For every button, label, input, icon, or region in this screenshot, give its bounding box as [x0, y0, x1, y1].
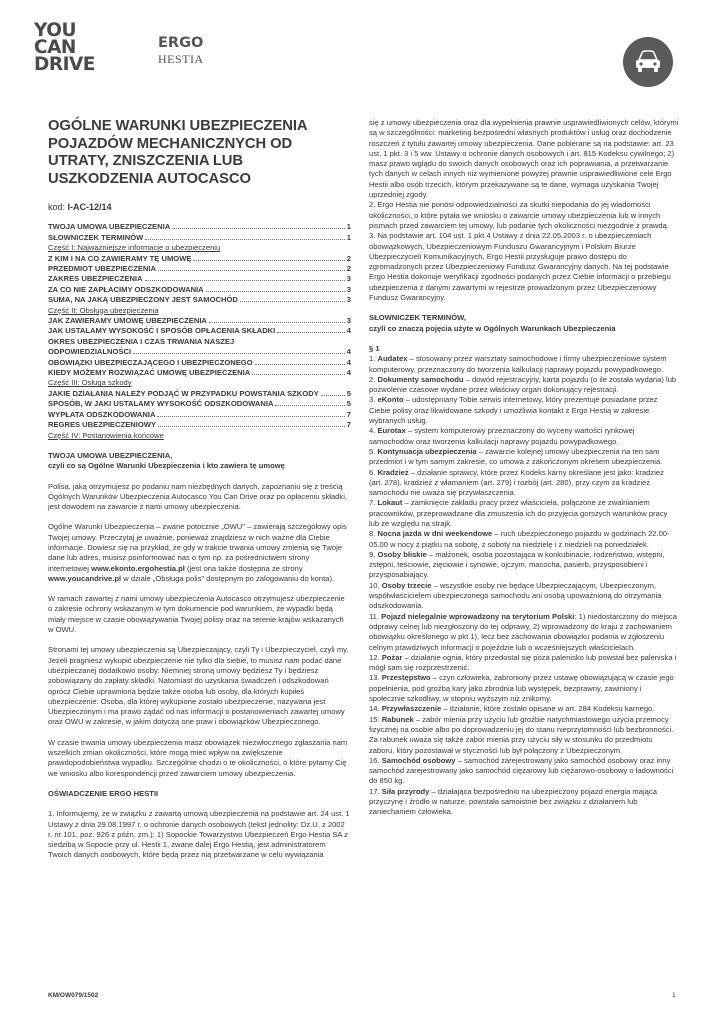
definition-number: 11. [369, 611, 379, 621]
left-column [48, 118, 351, 861]
definition-text: – czyn człowieka, zabroniony przez ustawę obowiązującą w czasie jego popełnienia, pod groźbą kary jako zbrodnia lub występek, bezprawny, zawiniony i społecznie szkodliwy, w stopniu wyższym niż znikomy. [369, 673, 674, 704]
definition-item [369, 704, 679, 714]
toc-entry[interactable] [48, 285, 351, 295]
definition-number: 4. [369, 426, 376, 436]
toc-page-number: 2 [346, 253, 351, 263]
paragraph: 3. Na podstawie art. 104 ust. 1 pkt 4 Ustawy z dnia 22.05.2003 r. o ubezpieczeniach obowiązkowych, Ubezpieczeniowym Funduszu Gwarancyjnym i Polskim Biurze Ubezpieczycieli Komunikacyjnych, Ergo Hestii przysługuje prawo dostępu do zgromadzonych przez Ubezpieczeniowy Fundusz Gwarancyjny danych. Na tej podstawie Ergo Hestia dokonuje weryfikacji zgodności podanych przez Ciebie informacji o przebiegu ubezpieczenia z danymi zawartymi w rejestrze prowadzonym przez Ubezpieczeniowy Fundusz Gwarancyjny. [369, 231, 671, 303]
definition-term: Osoby bliskie [377, 549, 427, 559]
toc-entry[interactable] [48, 358, 351, 368]
toc-entry-title: SUMA, NA JAKĄ UBEZPIECZONY JEST SAMOCHÓD [48, 295, 238, 305]
toc-page-number: 3 [346, 284, 351, 294]
toc-entry-title: KIEDY MOŻEMY ROZWIĄZAĆ UMOWĘ UBEZPIECZENIA [48, 368, 251, 378]
toc-entry[interactable] [48, 274, 351, 284]
toc-part-heading[interactable]: Część IV: Postanowienia końcowe [48, 430, 164, 440]
toc-page-number: 1 [346, 222, 351, 232]
toc-leader-dots [157, 415, 344, 417]
definition-term: Przywłaszczenie [381, 704, 442, 714]
definition-term: Nocna jazda w dni weekendowe [377, 529, 493, 539]
definition-number: 5. [369, 446, 376, 456]
definition-text: – zawarcie kolejnej umowy ubezpieczenia na ten sam przedmiot i w tym samym zakresie, co umowa z zakończonym okresem ubezpieczenia. [369, 446, 663, 467]
toc-page-number: 2 [346, 264, 351, 273]
paragraph: 2. Ergo Hestia nie ponosi odpowiedzialności za skutki niepodania do jej wiadomości okoliczności, o które pytała we wniosku o zawarcie umowy ubezpieczenia lub w innych pismach przed zawarciem tej umowy, lub podanie tych okoliczności niezgodnie z prawdą. [369, 200, 669, 230]
youcandrive-link[interactable]: www.youcandrive.pl [48, 573, 122, 583]
definition-term: Przestępstwo [381, 673, 431, 683]
definition-item [369, 787, 679, 818]
toc-entry[interactable] [48, 326, 351, 336]
definition-text: – udostępniany Tobie serwis internetowy, który prezentuje posiadane przez Ciebie polisy oraz likwidowane szkody i umożliwia kontakt z Ergo Hestią w zakresie wybranych usług. [369, 395, 658, 426]
definition-number: 6. [369, 467, 376, 477]
page-number: 1 [672, 992, 676, 999]
toc-entry[interactable] [48, 233, 351, 243]
definition-term: Audatex [377, 354, 408, 364]
toc-page-number: 3 [346, 274, 351, 284]
paragraph: W czasie trwania umowy ubezpieczenia masz obowiązek niezwłocznego zgłaszania nam wszelkich zmian okoliczności, które mogą mieć wpływ na zwiększenie prawdopodobieństwa wypadku. Szczególnie chodzi o te okoliczności, o które pytamy Cię we wniosku albo korespondencji przed zawarciem umowy ubezpieczenia. [48, 737, 348, 778]
toc-leader-dots [275, 404, 344, 406]
toc-entry-title: WYPŁATA ODSZKODOWANIA [48, 409, 156, 419]
toc-leader-dots [209, 321, 345, 323]
toc-leader-dots [193, 259, 344, 261]
car-icon [623, 37, 673, 87]
toc-entry-title: JAKIE DZIAŁANIA NALEŻY PODJĄĆ W PRZYPADKU POWSTANIA SZKODY [48, 388, 319, 398]
definition-text: – dowód rejestracyjny, karta pojazdu (o ile została wydana) lub pozwolenie czasowe wydane przez właściwy organ dokonujący rejestracji. [369, 374, 677, 395]
definition-term: Siła przyrody [381, 786, 430, 796]
definition-text: – ruch ubezpieczonego pojazdu w godzinach 22.00-05.00 w nocy z piątku na sobotę, z soboty na niedzielę i z niedzieli na poniedziałek. [369, 529, 670, 549]
toc-page-number: 1 [346, 232, 351, 242]
definition-item [369, 581, 679, 612]
definition-number: 3. [369, 395, 376, 405]
toc-entry-title: PRZEDMIOT UBEZPIECZENIA [48, 264, 157, 273]
you-can-drive-wordmark: YOU CAN DRIVE [34, 20, 95, 75]
definition-text: – system komputerowy przeznaczony do wyceny wartości rynkowej samochodów oraz tworzenia kalkulacji naprawy pojazdu powypadkowego. [369, 426, 635, 446]
toc-entry[interactable] [48, 410, 351, 420]
paragraph: 1. Informujemy, że w związku z zawartą umową ubezpieczenia na podstawie art. 24 ust. 1 Ustawy z dnia 29.08.1997 r. o ochronie danych osobowych (tekst jednolity: Dz.U. z 2002 r. nr 101, poz. 926 z późn. zm.): 1) Sopockie Towarzystwo Ubezpieczeń Ergo Hestia SA z siedzibą w Sopocie przy ul. Hestii 1, zwane dalej Ergo Hestią, jest administratorem Twoich danych osobowych, które będą przez nią przetwarzane w celu wywiązania [48, 809, 350, 860]
definition-number: 9. [369, 549, 376, 559]
toc-page-number: 7 [346, 409, 351, 419]
definition-text: – działająca bezpośrednio na ubezpieczony pojazd energia mająca przyczynę i źródło w naturze, powstała samoistnie bez związku z działaniem lub zaniechaniem człowieka. [369, 786, 657, 817]
toc-leader-dots [145, 279, 345, 281]
you-can-drive-logo [34, 22, 234, 84]
definition-item [369, 550, 679, 581]
toc-entry-title: OBOWIĄZKI UBEZPIECZAJĄCEGO I UBEZPIECZONEGO [48, 357, 253, 367]
toc-leader-dots [133, 352, 345, 354]
toc-entry[interactable] [48, 420, 351, 430]
toc-part-heading[interactable]: Część II: Obsługa ubezpieczenia [48, 305, 159, 315]
definition-term: Pożar [381, 652, 403, 662]
toc-page-number: 4 [346, 357, 351, 367]
definition-number: 12. [369, 652, 380, 662]
ergo-brand: ERGO [158, 35, 204, 51]
toc-leader-dots [277, 331, 344, 333]
paragraph-number: § 1 [369, 343, 380, 353]
toc-entry-title: JAK ZAWIERAMY UMOWĘ UBEZPIECZENIA [48, 316, 207, 326]
definition-term: Dokumenty samochodu [377, 374, 464, 384]
definition-term: Lokaut [377, 498, 403, 508]
toc-page-number: 4 [346, 326, 351, 336]
definition-number: 1. [369, 354, 376, 364]
definition-text: – działanie, które zostało opisane w art. 284 Kodeksu karnego. [441, 704, 655, 714]
toc-leader-dots [172, 227, 345, 229]
definition-text: – działanie sprawcy, które przez Kodeks karny określane jest jako: kradzież (art. 278), kradzież z włamaniem (art. 279) i rozbój (art. 280), przy czym za kradzież samochodu nie uważa się przywłaszczenia. [369, 467, 664, 498]
definition-text: – wszystkie osoby nie będące Ubezpieczającym, Ubezpieczonym, współwłaścicielem ubezpieczonego samochodu ani osobą upoważnioną do otrzymania odszkodowania. [369, 580, 662, 611]
document-code: kod: I-AC-12/14 [48, 202, 112, 213]
right-column [369, 118, 679, 818]
toc-entry[interactable] [48, 222, 351, 232]
definition-term: Eurotax [377, 426, 406, 436]
definition-text: – małżonek, osoba pozostająca w konkubinacie, rodzeństwo, wstępni, zstępni, teściowie, zięciowie i synowie, ojczym, macocha, pasierb, przysposobieni i przysposabiający. [369, 549, 665, 580]
toc-entry[interactable]: OKRES UBEZPIECZENIA I CZAS TRWANIA NASZEJ [48, 336, 235, 346]
toc-page-number: 5 [346, 399, 351, 409]
toc-entry[interactable] [48, 399, 351, 409]
table-of-contents [48, 222, 351, 441]
definition-number: 7. [369, 498, 376, 508]
toc-entry-title: TWOJA UMOWA UBEZPIECZENIA [48, 222, 171, 232]
definition-item [369, 715, 679, 756]
definition-term: Kradzież [377, 467, 409, 477]
toc-page-number: 7 [346, 420, 351, 430]
ekonto-link[interactable]: www.ekonto.ergohestia.pl [91, 563, 185, 573]
definition-term: Rabunek [381, 714, 414, 724]
paragraph: W ramach zawartej z nami umowy ubezpieczenia Autocasco otrzymujesz ubezpieczenie o zakresie ochrony wskazanym w tym dokumencie pod warunkiem, że wypadki będą miały miejsce w czasie obowiązywania Twojej polisy oraz na terenie krajów wskazanych w OWU. [48, 594, 345, 635]
hestia-brand: HESTIA [158, 52, 204, 66]
paragraph: Ogólne Warunki Ubezpieczenia – zwane potocznie „OWU" – zawierają szczegółowy opis Twojej umowy. Przeczytaj je uważnie, ponieważ znajdziesz w nich ważne dla Ciebie informacje. Dowiesz się na przykład, że gdy w trakcie trwania umowy zmienią się Twoje dane lub adres, musisz poinformować nas o tym np. za pośrednictwem strony internetowej www.ekonto.ergohestia.pl (jest ona także dostępna ze strony www.youcandrive.pl w dziale „Obsługa polis" dostępnym po zalogowaniu do konta). [48, 522, 347, 583]
definition-item [369, 468, 679, 499]
definition-text: : 1) niedostarczony do miejsca odprawy celnej lub niezgłoszony do tej odprawy, 2) wprowadzony do kraju z zachowaniem obowiązku określonego w pkt 1), lecz bez zachowania obowiązku podania w zgłoszeniu celnym prawdziwych informacji o pojeździe lub o wcześniejszych właścicielach. [369, 611, 677, 652]
paragraph: Stronami tej umowy ubezpieczenia są Ubezpieczający, czyli Ty i Ubezpieczyciel, czyli my. Jeżeli pragniesz wykupić ubezpieczenie nie tylko dla siebie, to musisz nam podać dane ubezpieczanej dodatkowo osoby. Niemniej stroną umowy będziesz Ty i będziesz zobowiązany do zapłaty składki. Natomiast do uzyskania świadczeń i odszkodowań oprócz Ciebie uprawniona będzie także osoba lub osoby, dla których kupiłeś ubezpieczenie. Osoba, dla której wykupione zostało ubezpieczenie, nazywana jest Ubezpieczonym i ma prawo żądać od nas informacji o postanowieniach zawartej umowy oraz OWU w zakresie, w jakim dotyczą one praw i obowiązków Ubezpieczonego. [48, 645, 349, 727]
section-heading: OŚWIADCZENIE ERGO HESTII [48, 788, 159, 798]
toc-entry-title: Z KIM I NA CO ZAWIERAMY TĘ UMOWĘ [48, 253, 192, 263]
definition-number: 10. [369, 580, 380, 590]
definition-term: Pojazd nielegalnie wprowadzony na terytorium Polski [381, 611, 575, 621]
definition-text: – zamknięcie zakładu pracy przez właściciela, połączone ze zwalnianiem pracowników, przeprowadzane dla zmuszenia ich do przyjęcia gorszych warunków pracy lub ze względu na strajk. [369, 498, 668, 528]
toc-entry-title: ZAKRES UBEZPIECZENIA [48, 274, 143, 284]
definition-term: Samochód osobowy [381, 755, 456, 765]
definition-number: 2. [369, 374, 376, 384]
toc-leader-dots [240, 300, 345, 302]
toc-entry-title: ODPOWIEDZIALNOŚCI [48, 347, 132, 357]
definition-item [369, 653, 679, 674]
section-heading: TWOJA UMOWA UBEZPIECZENIA, [48, 450, 173, 460]
toc-part-heading[interactable]: Część I: Najważniejsze informacje o ubezpieczeniu [48, 243, 221, 253]
toc-entry-title: REGRES UBEZPIECZENIOWY [48, 420, 157, 430]
toc-entry[interactable] [48, 389, 351, 399]
section-subheading: czyli co są Ogólne Warunki Ubezpieczenia i kto zawiera tę umowę [48, 461, 285, 471]
definition-item [369, 673, 679, 704]
definition-text: – stosowany przez warsztaty samochodowe i firmy ubezpieczeniowe system komputerowy, przeznaczony do tworzenia kalkulacji naprawy pojazdu powypadkowego. [369, 354, 667, 374]
toc-leader-dots [206, 290, 345, 292]
toc-entry-title: SPOSÓB, W JAKI USTALAMY WYSOKOŚĆ ODSZKODOWANIA [48, 399, 274, 409]
section-heading: SŁOWNICZEK TERMINÓW, [369, 313, 467, 323]
definition-text: – zabór mienia przy użyciu lub groźbie natychmiastowego użycia przemocy fizycznej na osobie albo po doprowadzeniu jej do stanu nieprzytomności lub bezbronności. Za rabunek uważa się także zabór mienia przy użyciu siły w stosunku do przedmiotu zaboru, który pozostawał w styczności lub był połączony z Ubezpieczonym. [369, 714, 674, 755]
toc-page-number: 3 [346, 295, 351, 305]
definition-text: – działanie ognia, który przedostał się poza palenisko lub powstał bez paleniska i mógł sam się rozprzestrzenić. [369, 652, 677, 673]
toc-entry[interactable] [48, 254, 351, 264]
toc-page-number: 4 [346, 347, 351, 357]
definitions-list [369, 354, 679, 817]
toc-leader-dots [321, 394, 345, 396]
definition-item [369, 426, 679, 447]
definition-item [369, 354, 679, 375]
definition-item [369, 529, 679, 550]
toc-entry[interactable] [48, 316, 351, 326]
paragraph: się z umowy ubezpieczenia oraz dla wypełnienia prawnie usprawiedliwionych celów, którymi są w szczególności: marketing bezpośredni własnych produktów i usług oraz dochodzenie roszczeń z tytułu zawartej umowy ubezpieczenia. Dane pobierane są na podstawie: art. 23 ust. 1 pkt. 3 i 5 ww. Ustawy o ochronie danych osobowych i art. 815 Kodeksu cywilnego; 2) masz prawo wglądu do swoich danych osobowych oraz ich poprawiania, a przetwarzanie tych danych w celach innych niż wymienione powyżej prawnie usprawiedliwione cele Ergo Hestii albo osób trzecich, którym przekazywane są te dane, wymaga uzyskania Twojej uprzedniej zgody. [369, 118, 679, 200]
toc-entry[interactable] [48, 368, 351, 378]
definition-item [369, 756, 679, 787]
definition-number: 8. [369, 529, 376, 539]
toc-leader-dots [252, 373, 345, 375]
definition-number: 17. [369, 786, 380, 796]
definition-item [369, 375, 679, 396]
definition-text: – samochód zarejestrowany jako samochód osobowy oraz inny samochód zarejestrowany jako samochód ciężarowy lub ciężarowo-osobowy o ładowności do 850 kg. [369, 755, 674, 786]
definition-number: 15. [369, 714, 380, 724]
toc-leader-dots [158, 269, 345, 271]
toc-leader-dots [158, 425, 345, 427]
toc-entry[interactable] [48, 295, 351, 305]
definition-item [369, 447, 679, 468]
toc-leader-dots [145, 238, 344, 240]
document-footer-code: KM/OW079/1502 [48, 992, 99, 999]
definition-term: Osoby trzecie [381, 580, 432, 590]
document-title: OGÓLNE WARUNKI UBEZPIECZENIA POJAZDÓW MECHANICZNYCH OD UTRATY, ZNISZCZENIA LUB USZKODZENIA AUTOCASCO [48, 118, 307, 187]
toc-entry-title: JAK USTALAMY WYSOKOŚĆ I SPOSÓB OPŁACENIA SKŁADKI [48, 326, 276, 336]
definition-item [369, 498, 679, 529]
toc-entry-title: SŁOWNICZEK TERMINÓW [48, 232, 144, 242]
definition-item [369, 395, 679, 426]
definition-number: 13. [369, 673, 380, 683]
toc-page-number: 5 [346, 388, 351, 398]
section-subheading: czyli co znaczą pojęcia użyte w Ogólnych Warunkach Ubezpieczenia [369, 323, 616, 333]
definition-term: Kontynuacja ubezpieczenia [377, 446, 477, 456]
definition-number: 14. [369, 704, 380, 714]
definition-term: eKonto [377, 395, 404, 405]
toc-leader-dots [255, 363, 345, 365]
paragraph: Polisa, jaką otrzymujesz po podaniu nam niezbędnych danych, zapoznaniu się z treścią Ogólnych Warunków Ubezpieczenia Autocasco You Can Drive oraz po opłaceniu składki, jest dowodem na zawarcie z nami umowy ubezpieczenia. [48, 481, 347, 512]
toc-entry-title: ZA CO NIE ZAPŁACIMY ODSZKODOWANIA [48, 284, 204, 294]
toc-page-number: 3 [346, 316, 351, 326]
definition-item [369, 612, 679, 653]
definition-number: 16. [369, 755, 380, 765]
toc-entry[interactable] [48, 347, 351, 357]
toc-page-number: 4 [346, 368, 351, 378]
toc-part-heading[interactable]: Część III: Osługa szkody [48, 378, 132, 388]
toc-entry[interactable] [48, 264, 351, 274]
